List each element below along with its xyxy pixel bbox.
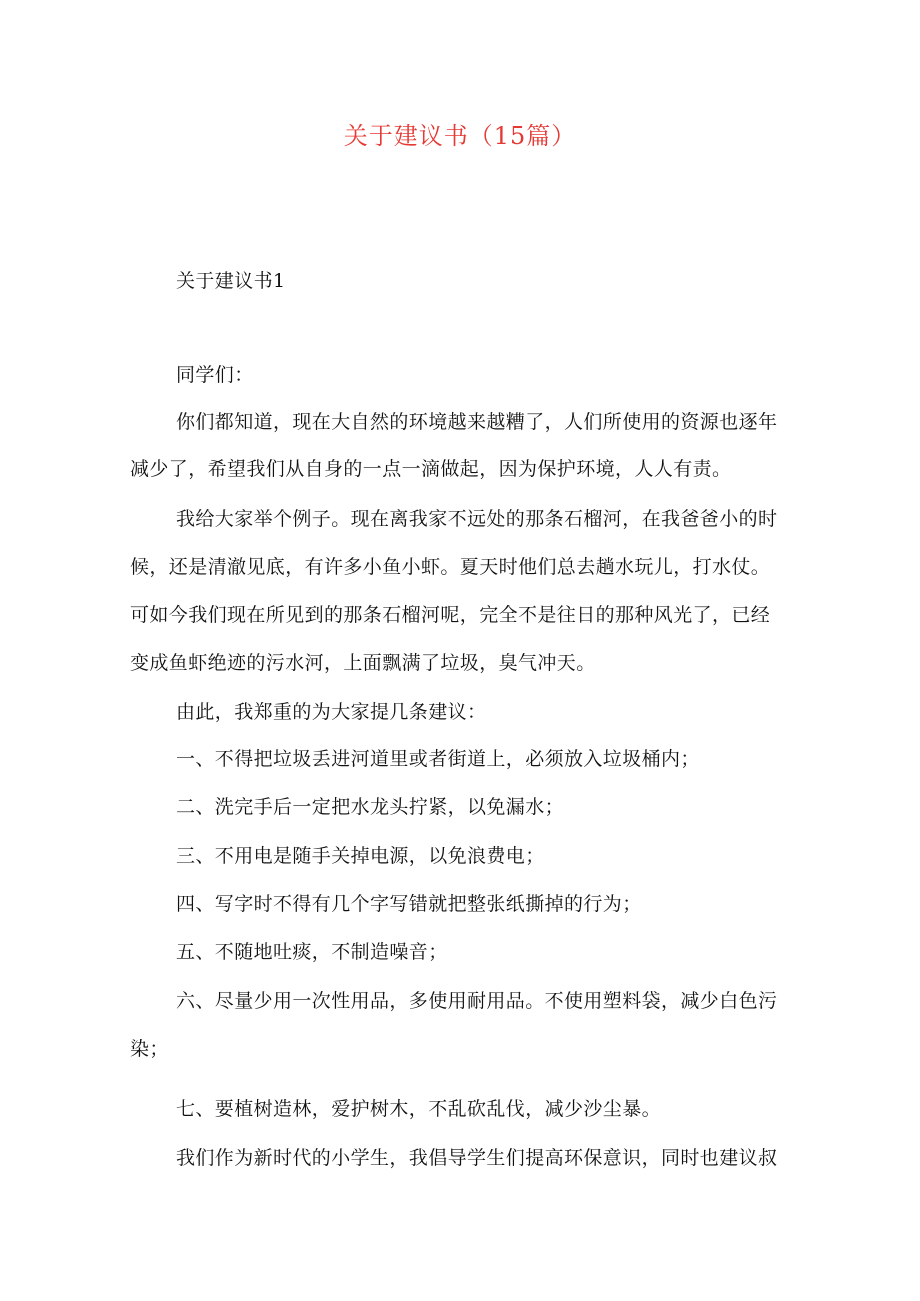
paragraph-line: 可如今我们现在所见到的那条石榴河呢，完全不是往日的那种风光了，已经 [130, 604, 771, 626]
paragraph-line: 我们作为新时代的小学生，我倡导学生们提高环保意识，同时也建议叔 [176, 1147, 778, 1169]
paragraph-line: 我给大家举个例子。现在离我家不远处的那条石榴河，在我爸爸小的时 [176, 508, 778, 530]
list-item: 染； [130, 1038, 169, 1060]
list-item: 三、不用电是随手关掉电源，以免浪费电； [176, 845, 545, 867]
paragraph-line: 同学们： [176, 364, 254, 386]
paragraph-line: 减少了，希望我们从自身的一点一滴做起，因为保护环境，人人有责。 [130, 458, 732, 480]
list-item: 六、尽量少用一次性用品，多使用耐用品。不使用塑料袋，减少白色污 [176, 990, 778, 1012]
paragraph-line: 变成鱼虾绝迹的污水河，上面飘满了垃圾，臭气冲天。 [130, 652, 596, 674]
paragraph-line: 你们都知道，现在大自然的环境越来越糟了，人们所使用的资源也逐年 [176, 411, 778, 433]
paragraph-line: 由此，我郑重的为大家提几条建议： [176, 701, 487, 723]
document-title: 关于建议书（15篇） [343, 122, 577, 150]
list-item: 四、写字时不得有几个字写错就把整张纸撕掉的行为； [176, 893, 642, 915]
list-item: 五、不随地吐痰，不制造噪音； [176, 941, 448, 963]
list-item: 一、不得把垃圾丢进河道里或者街道上，必须放入垃圾桶内； [176, 748, 700, 770]
list-item: 二、洗完手后一定把水龙头拧紧，以免漏水； [176, 796, 565, 818]
list-item: 七、要植树造林，爱护树木，不乱砍乱伐，减少沙尘暴。 [176, 1098, 662, 1120]
section-heading: 关于建议书1 [176, 270, 286, 292]
paragraph-line: 候，还是清澈见底，有许多小鱼小虾。夏天时他们总去趟水玩儿，打水仗。 [130, 556, 771, 578]
